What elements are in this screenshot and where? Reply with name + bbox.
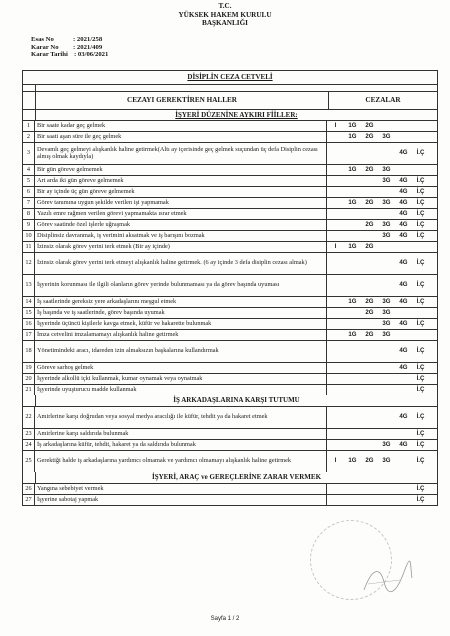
- table-row: [23, 275, 437, 297]
- penalty-cell: 1G: [348, 121, 357, 129]
- penalty-cell: İ.Ç: [416, 495, 425, 503]
- row-offense-text: Göreve sarhoş gelmek: [35, 363, 327, 373]
- penalty-cell: 1G: [348, 242, 357, 250]
- row-offense-text: Devamlı geç gelmeyi alışkanlık haline getirmek(Altı ay içerisinde geç gelmek suçundan üç defa Disiplin cezası almış olmak kaydıyla): [35, 143, 327, 164]
- row-number: 15: [23, 308, 35, 318]
- header-line-3: BAŞKANLIĞI: [202, 19, 248, 28]
- row-number: 1: [23, 121, 35, 131]
- penalty-cell: 4G: [399, 319, 408, 327]
- table-row: [23, 132, 437, 143]
- section-title-2: İŞ ARKADAŞLARINA KARŞI TUTUMU: [173, 396, 300, 404]
- penalty-cell: 1G: [348, 165, 357, 173]
- row-offense-text: Amirlerine karşı doğrudan veya sosyal medya aracılığı ile küfür, tehdit ya da hakaret etmek: [35, 407, 327, 428]
- penalty-cell: İ.Ç: [416, 363, 425, 371]
- penalty-cell: İ.Ç: [416, 440, 425, 448]
- penalty-cell: 4G: [399, 220, 408, 228]
- penalty-cell: 3G: [382, 132, 391, 140]
- table-row: [23, 385, 437, 395]
- penalty-cell: 4G: [399, 281, 408, 289]
- row-number: 2: [23, 132, 35, 142]
- row-penalties: [327, 176, 437, 186]
- penalty-cell: I: [334, 457, 337, 465]
- row-penalties: [327, 297, 437, 307]
- row-number: 11: [23, 242, 35, 252]
- penalty-cell: İ.Ç: [416, 198, 425, 206]
- section-num-cell: [23, 472, 36, 483]
- row-penalties: [327, 484, 437, 494]
- table-row: [23, 253, 437, 275]
- column-header-cases: CEZAYI GEREKTİREN HALLER: [36, 92, 329, 109]
- row-penalties: [327, 275, 437, 296]
- penalty-cell: İ.Ç: [416, 457, 425, 465]
- penalty-cell: 3G: [382, 440, 391, 448]
- section-2-rows: [23, 407, 437, 472]
- penalty-cell: 4G: [399, 347, 408, 355]
- row-penalties: [327, 143, 437, 164]
- penalty-cell: İ.Ç: [416, 231, 425, 239]
- row-offense-text: Yönetimindeki aracı, idareden izin almaksızın başkalarına kullandırmak: [35, 341, 327, 362]
- penalty-cell: 4G: [399, 440, 408, 448]
- row-number: 7: [23, 198, 35, 208]
- row-number: 5: [23, 176, 35, 186]
- row-offense-text: İşyerinde alkollü içki kullanmak, kumar oynamak veya oynatmak: [35, 374, 327, 384]
- table-row: [23, 121, 437, 132]
- row-offense-text: İş saatlerinde gereksiz yere arkadaşlarını meşgul etmek: [35, 297, 327, 307]
- row-number: 13: [23, 275, 35, 296]
- penalty-cell: 1G: [348, 457, 357, 465]
- section-header-2: [23, 395, 437, 407]
- penalty-cell: 3G: [382, 319, 391, 327]
- row-offense-text: Yangına sebebiyet vermek: [35, 484, 327, 494]
- row-penalties: [327, 220, 437, 230]
- row-penalties: [327, 341, 437, 362]
- row-number: 19: [23, 363, 35, 373]
- row-penalties: [327, 132, 437, 142]
- row-number: 9: [23, 220, 35, 230]
- penalty-cell: 3G: [382, 297, 391, 305]
- row-number: 10: [23, 231, 35, 241]
- row-penalties: [327, 429, 437, 439]
- penalty-cell: 1G: [348, 132, 357, 140]
- row-penalties: [327, 330, 437, 340]
- penalty-cell: I: [334, 121, 337, 129]
- row-number: 26: [23, 484, 35, 494]
- page-footer: Sayfa 1 / 2: [210, 616, 240, 622]
- penalty-cell: 3G: [382, 231, 391, 239]
- section-header-3: [23, 472, 437, 484]
- penalty-cell: 1G: [348, 198, 357, 206]
- table-row: [23, 209, 437, 220]
- penalty-cell: İ.Ç: [416, 220, 425, 228]
- row-number: 22: [23, 407, 35, 428]
- row-offense-text: İmza cetvelini imzalamamayı alışkanlık haline getirmek: [35, 330, 327, 340]
- karar-label: Karar No: [31, 43, 59, 51]
- penalty-cell: İ.Ç: [416, 209, 425, 217]
- row-offense-text: Görev saatinde özel işlerle uğraşmak: [35, 220, 327, 230]
- spacer-num-cell: [23, 85, 36, 91]
- penalty-cell: 2G: [365, 457, 374, 465]
- tarih-value: : 03/06/2021: [74, 51, 109, 59]
- table-row: [23, 495, 437, 505]
- penalty-cell: İ.Ç: [416, 347, 425, 355]
- row-offense-text: Amirlerine karşı saldırıda bulunmak: [35, 429, 327, 439]
- row-number: 12: [23, 253, 35, 274]
- penalty-cell: 3G: [382, 457, 391, 465]
- penalty-cell: 4G: [399, 231, 408, 239]
- penalty-cell: İ.Ç: [416, 413, 425, 421]
- row-number: 25: [23, 451, 35, 472]
- header-num-cell: [23, 92, 36, 109]
- row-number: 20: [23, 374, 35, 384]
- penalty-cell: İ.Ç: [416, 259, 425, 267]
- row-offense-text: Gerektiği halde iş arkadaşlarına yardımcı olmamak ve yardımcı olmamayı alışkanlık haline getirmek: [35, 451, 327, 472]
- row-number: 24: [23, 440, 35, 450]
- row-number: 23: [23, 429, 35, 439]
- row-penalties: [327, 231, 437, 241]
- row-number: 14: [23, 297, 35, 307]
- row-penalties: [327, 165, 437, 175]
- section-1-rows: [23, 121, 437, 395]
- row-offense-text: İşyerinde uyuşturucu madde kullanmak: [35, 385, 327, 395]
- penalty-cell: 2G: [365, 308, 374, 316]
- table-row: [23, 429, 437, 440]
- penalty-cell: 4G: [399, 363, 408, 371]
- table-row: [23, 341, 437, 363]
- signature-mark: [360, 560, 415, 598]
- section-num-cell: [23, 395, 36, 406]
- row-offense-text: Bir gün göreve gelmemek: [35, 165, 327, 175]
- penalty-cell: İ.Ç: [416, 385, 425, 393]
- section-title-3: İŞYERİ, ARAÇ ve GEREÇLERİNE ZARAR VERMEK: [151, 473, 322, 481]
- penalty-cell: 1G: [348, 297, 357, 305]
- esas-label: Esas No: [31, 36, 54, 43]
- penalty-cell: İ.Ç: [416, 484, 425, 492]
- table-row: [23, 231, 437, 242]
- penalty-cell: İ.Ç: [416, 374, 425, 382]
- table-row: [23, 451, 437, 472]
- row-number: 8: [23, 209, 35, 219]
- row-penalties: [327, 187, 437, 197]
- row-offense-text: İzinsiz olarak görev yerini terk etmeyi alışkanlık haline getirmek. (6 ay içinde 3 defa disiplin cezası almak): [35, 253, 327, 274]
- row-offense-text: İş arkadaşlarına küfür, tehdit, hakaret ya da saldırıda bulunmak: [35, 440, 327, 450]
- penalty-cell: İ.Ç: [416, 176, 425, 184]
- section-num-cell: [23, 110, 36, 120]
- table-row: [23, 242, 437, 253]
- penalty-cell: 3G: [382, 330, 391, 338]
- penalty-cell: İ.Ç: [416, 319, 425, 327]
- table-row: [23, 297, 437, 308]
- table-spacer-row: [23, 85, 437, 92]
- row-number: 16: [23, 319, 35, 329]
- row-penalties: [327, 308, 437, 318]
- penalty-cell: 4G: [399, 259, 408, 267]
- row-penalties: [327, 407, 437, 428]
- row-penalties: [327, 374, 437, 384]
- row-offense-text: Yazılı emre rağmen verilen görevi yapmamakta ısrar etmek: [35, 209, 327, 219]
- row-offense-text: Bir saati aşan süre ile geç gelmek: [35, 132, 327, 142]
- table-row: [23, 319, 437, 330]
- penalty-cell: İ.Ç: [416, 281, 425, 289]
- penalty-cell: 4G: [399, 149, 408, 157]
- penalty-cell: 2G: [365, 198, 374, 206]
- column-header-row: [23, 92, 437, 110]
- penalty-cell: 4G: [399, 413, 408, 421]
- row-penalties: [327, 121, 437, 131]
- row-offense-text: Bir saate kadar geç gelmek: [35, 121, 327, 131]
- table-row: [23, 363, 437, 374]
- penalty-cell: I: [334, 242, 337, 250]
- penalty-cell: İ.Ç: [416, 187, 425, 195]
- table-row: [23, 308, 437, 319]
- penalty-cell: 4G: [399, 209, 408, 217]
- row-offense-text: Görev tanımına uygun şekilde verilen işi yapmamak: [35, 198, 327, 208]
- table-row: [23, 187, 437, 198]
- row-offense-text: İşyerinin korunması ile ilgili olanların görev yerinde bulunmaması ya da görev başında uyuması: [35, 275, 327, 296]
- row-offense-text: İş başında ve iş saatlerinde, görev başında uyumak: [35, 308, 327, 318]
- row-penalties: [327, 319, 437, 329]
- doc-header: [0, 2, 450, 28]
- penalty-cell: İ.Ç: [416, 297, 425, 305]
- esas-value: : 2021/258: [73, 36, 103, 43]
- penalty-cell: 2G: [365, 242, 374, 250]
- row-penalties: [327, 198, 437, 208]
- case-meta: [31, 36, 108, 59]
- penalty-cell: 4G: [399, 176, 408, 184]
- penalty-cell: 2G: [365, 330, 374, 338]
- table-row: [23, 220, 437, 231]
- penalty-cell: 4G: [399, 297, 408, 305]
- row-offense-text: Art arda iki gün göreve gelmemek: [35, 176, 327, 186]
- row-penalties: [327, 253, 437, 274]
- table-row: [23, 374, 437, 385]
- row-offense-text: İşyerinde üçüncü kişilerle kavga etmek, küfür ve hakarette bulunmak: [35, 319, 327, 329]
- penalty-cell: 3G: [382, 198, 391, 206]
- row-penalties: [327, 451, 437, 472]
- row-offense-text: İşyerine sabotaj yapmak: [35, 495, 327, 505]
- penalty-cell: 2G: [365, 220, 374, 228]
- table-row: [23, 330, 437, 341]
- penalty-cell: 2G: [365, 297, 374, 305]
- penalty-cell: 2G: [365, 132, 374, 140]
- penalty-cell: 4G: [399, 198, 408, 206]
- row-number: 27: [23, 495, 35, 505]
- section-header-1: [23, 110, 437, 121]
- row-penalties: [327, 242, 437, 252]
- section-3-rows: [23, 484, 437, 505]
- table-row: [23, 143, 437, 165]
- header-line-1: T.C.: [218, 2, 232, 10]
- penalty-cell: 3G: [382, 176, 391, 184]
- penalty-cell: İ.Ç: [416, 429, 425, 437]
- penalty-cell: 3G: [382, 220, 391, 228]
- row-penalties: [327, 385, 437, 395]
- table-row: [23, 407, 437, 429]
- row-number: 3: [23, 143, 35, 164]
- row-number: 21: [23, 385, 35, 395]
- row-number: 4: [23, 165, 35, 175]
- row-offense-text: Disiplinsiz davranmak, iş verimini aksatmak ve iş barışını bozmak: [35, 231, 327, 241]
- penalty-cell: 3G: [382, 165, 391, 173]
- penalty-cell: 2G: [365, 121, 374, 129]
- row-penalties: [327, 440, 437, 450]
- row-offense-text: İzinsiz olarak görev yerini terk etmek (Bir ay içinde): [35, 242, 327, 252]
- header-line-2: YÜKSEK HAKEM KURULU: [178, 10, 272, 19]
- row-penalties: [327, 209, 437, 219]
- row-number: 6: [23, 187, 35, 197]
- table-row: [23, 484, 437, 495]
- table-title: DİSİPLİN CEZA CETVELİ: [23, 71, 437, 85]
- table-row: [23, 198, 437, 209]
- column-header-penalties: CEZALAR: [365, 96, 401, 104]
- penalty-cell: 1G: [348, 330, 357, 338]
- penalty-cell: İ.Ç: [416, 149, 425, 157]
- section-title-1: İŞYERİ DÜZENİNE AYKIRI FİİLLER:: [175, 111, 298, 119]
- table-row: [23, 165, 437, 176]
- tarih-label: Karar Tarihi: [31, 51, 68, 59]
- karar-value: : 2021/409: [73, 43, 103, 51]
- penalty-cell: 3G: [382, 308, 391, 316]
- penalty-cell: 2G: [365, 165, 374, 173]
- penalty-table: [22, 70, 438, 506]
- row-offense-text: Bir ay içinde üç gün göreve gelmemek: [35, 187, 327, 197]
- table-row: [23, 440, 437, 451]
- row-penalties: [327, 495, 437, 505]
- table-row: [23, 176, 437, 187]
- row-number: 18: [23, 341, 35, 362]
- row-penalties: [327, 363, 437, 373]
- penalty-cell: 4G: [399, 187, 408, 195]
- row-number: 17: [23, 330, 35, 340]
